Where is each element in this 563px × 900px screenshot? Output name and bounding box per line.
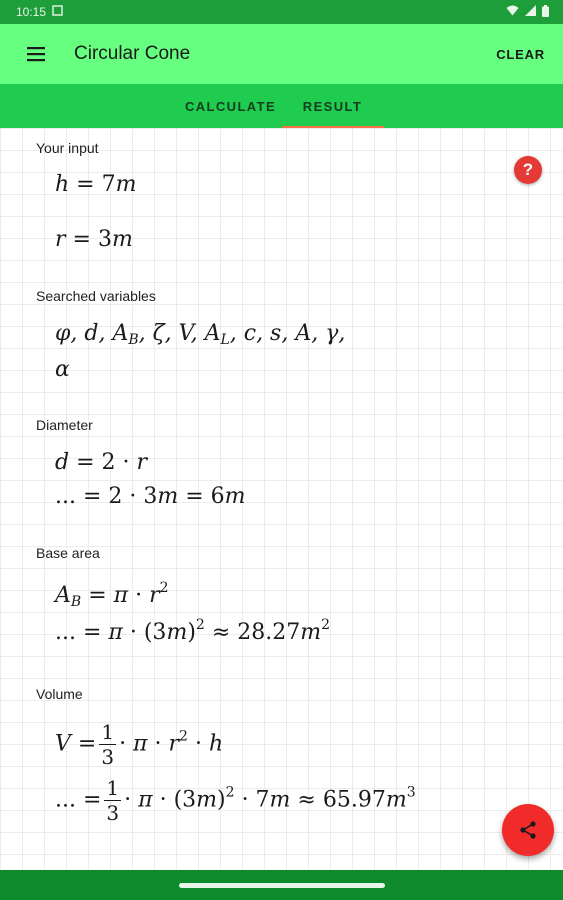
tab-result[interactable]: RESULT <box>282 84 384 128</box>
share-button[interactable] <box>502 804 554 856</box>
section-label-base-area: Base area <box>36 545 100 561</box>
tab-bar <box>0 84 563 128</box>
section-label-searched: Searched variables <box>36 288 156 304</box>
diameter-formula: d = 2 · r <box>55 450 148 475</box>
diameter-result: ... = 2 · 3m = 6m <box>55 484 246 509</box>
input-r: r = 3m <box>55 227 133 252</box>
result-content[interactable] <box>0 128 563 870</box>
wifi-icon <box>506 5 519 19</box>
menu-button[interactable] <box>18 36 54 72</box>
app-title: Circular Cone <box>74 43 191 64</box>
status-time: 10:15 <box>16 5 47 19</box>
clear-button[interactable]: CLEAR <box>496 46 545 62</box>
section-label-volume: Volume <box>36 686 83 702</box>
section-label-input: Your input <box>36 140 99 156</box>
app-bar <box>0 24 563 84</box>
tab-calculate[interactable]: CALCULATE <box>184 98 277 114</box>
base-area-formula: $A_B = \pi \cdot r^2$ <box>55 580 169 610</box>
input-h: h = 7m <box>55 172 137 197</box>
help-button[interactable]: ? <box>514 156 542 184</box>
battery-icon <box>542 5 549 20</box>
searched-variables-line-2: α <box>55 357 70 382</box>
navigation-bar <box>0 870 563 900</box>
volume-result: ... = $\frac{1}{3}$ · $\pi \cdot (3m)^2 \cdot 7m \approx 65.97m^3$ <box>55 776 416 825</box>
menu-icon <box>26 46 46 62</box>
status-bar <box>0 0 563 24</box>
notification-icon <box>52 5 63 19</box>
section-label-diameter: Diameter <box>36 417 93 433</box>
base-area-result: ... = $\pi \cdot (3m)^2 \approx 28.27m^2$ <box>55 617 331 645</box>
signal-icon <box>525 5 536 19</box>
searched-variables-line-1: φ, d, $A_B$, ζ, V, $A_L$, c, s, A, γ, <box>55 321 346 348</box>
home-gesture-handle[interactable] <box>179 883 385 888</box>
share-icon <box>518 820 538 840</box>
volume-formula: V = $\frac{1}{3}$ · $\pi \cdot r^2 \cdot h$ <box>55 720 224 769</box>
